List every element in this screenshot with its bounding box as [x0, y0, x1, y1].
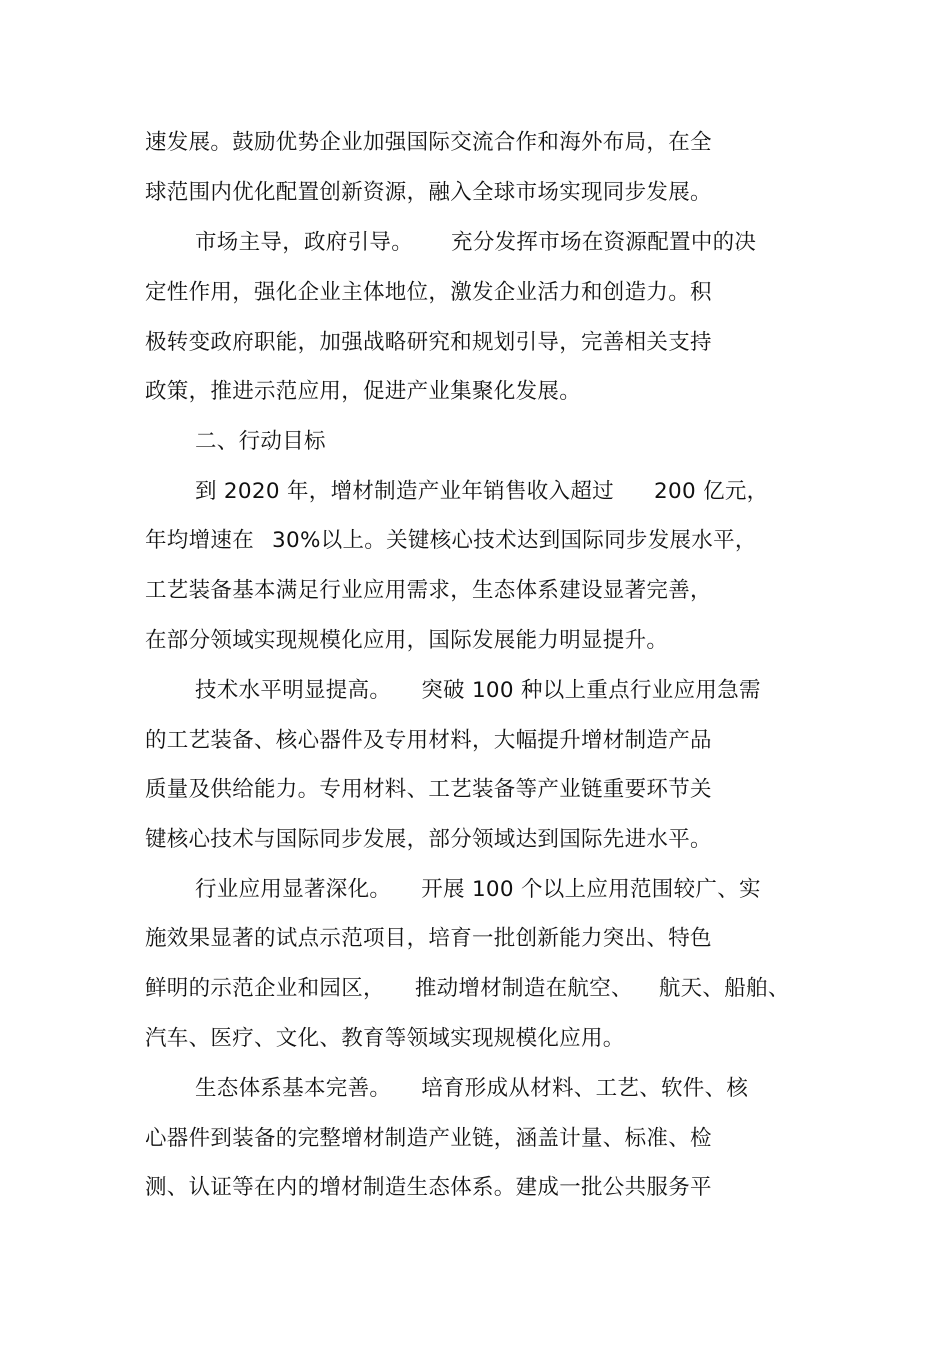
- section-heading: [195, 427, 326, 457]
- text-run: 推动增材制造在航空、: [414, 976, 633, 1001]
- text-run: 工艺装备基本满足行业应用需求，生态体系建设显著完善，: [145, 578, 712, 603]
- text-run: 开展 100 个以上应用范围较广、实: [421, 877, 761, 902]
- text-line-9: [145, 526, 757, 556]
- text-line-19: [145, 1024, 625, 1054]
- paragraph-heading: 生态体系基本完善。: [195, 1076, 392, 1101]
- text-run: 速发展。鼓励优势企业加强国际交流合作和海外布局，在全: [145, 130, 712, 155]
- text-line-22: [145, 1173, 712, 1203]
- text-line-18: [145, 974, 790, 1004]
- text-run: 政策，推进示范应用，促进产业集聚化发展。: [145, 379, 582, 404]
- text-run: 心器件到装备的完整增材制造产业链，涵盖计量、标准、检: [145, 1126, 712, 1151]
- text-run: 突破 100 种以上重点行业应用急需: [421, 678, 761, 703]
- text-line-13: [145, 726, 712, 756]
- text-run: 极转变政府职能，加强战略研究和规划引导，完善相关支持: [145, 330, 712, 355]
- text-run: 的工艺装备、核心器件及专用材料，大幅提升增材制造产品: [145, 728, 712, 753]
- text-line-4: [145, 278, 712, 308]
- text-run: 鲜明的示范企业和园区，: [145, 976, 385, 1001]
- text-run: 年均增速在: [145, 528, 255, 553]
- text-line-12: [195, 676, 761, 706]
- text-run: 在部分领域实现规模化应用，国际发展能力明显提升。: [145, 628, 669, 653]
- text-line-14: [145, 775, 712, 805]
- text-run: 汽车、医疗、文化、教育等领域实现规模化应用。: [145, 1026, 625, 1051]
- text-run: 测、认证等在内的增材制造生态体系。建成一批公共服务平: [145, 1175, 712, 1200]
- text-line-16: [195, 875, 761, 905]
- text-run: 质量及供给能力。专用材料、工艺装备等产业链重要环节关: [145, 777, 712, 802]
- text-run: 施效果显著的试点示范项目，培育一批创新能力突出、特色: [145, 926, 712, 951]
- section-title: 二、行动目标: [195, 429, 326, 454]
- text-line-15: [145, 825, 712, 855]
- text-line-17: [145, 924, 712, 954]
- text-run: 定性作用，强化企业主体地位，激发企业活力和创造力。积: [145, 280, 712, 305]
- paragraph-heading: 技术水平明显提高。: [195, 678, 392, 703]
- text-run: 培育形成从材料、工艺、软件、核: [421, 1076, 749, 1101]
- text-line-3: [195, 228, 756, 258]
- text-run: 200 亿元，: [654, 479, 769, 504]
- text-run: 30%以上。关键核心技术达到国际同步发展水平，: [272, 528, 757, 553]
- text-line-5: [145, 328, 712, 358]
- text-run: 充分发挥市场在资源配置中的决: [451, 230, 757, 255]
- text-line-2: [145, 178, 712, 208]
- text-run: 航天、船舶、: [658, 976, 790, 1001]
- text-run: 球范围内优化配置创新资源，融入全球市场实现同步发展。: [145, 180, 712, 205]
- text-line-21: [145, 1124, 712, 1154]
- text-line-1: [145, 128, 712, 158]
- text-line-8: [195, 477, 768, 507]
- text-run: 到 2020 年，增材制造产业年销售收入超过: [195, 479, 614, 504]
- paragraph-heading: 行业应用显著深化。: [195, 877, 392, 902]
- text-line-20: [195, 1074, 748, 1104]
- paragraph-heading: 市场主导，政府引导。: [195, 230, 414, 255]
- text-line-11: [145, 626, 668, 656]
- text-run: 键核心技术与国际同步发展，部分领域达到国际先进水平。: [145, 827, 712, 852]
- text-line-10: [145, 576, 712, 606]
- text-line-6: [145, 377, 581, 407]
